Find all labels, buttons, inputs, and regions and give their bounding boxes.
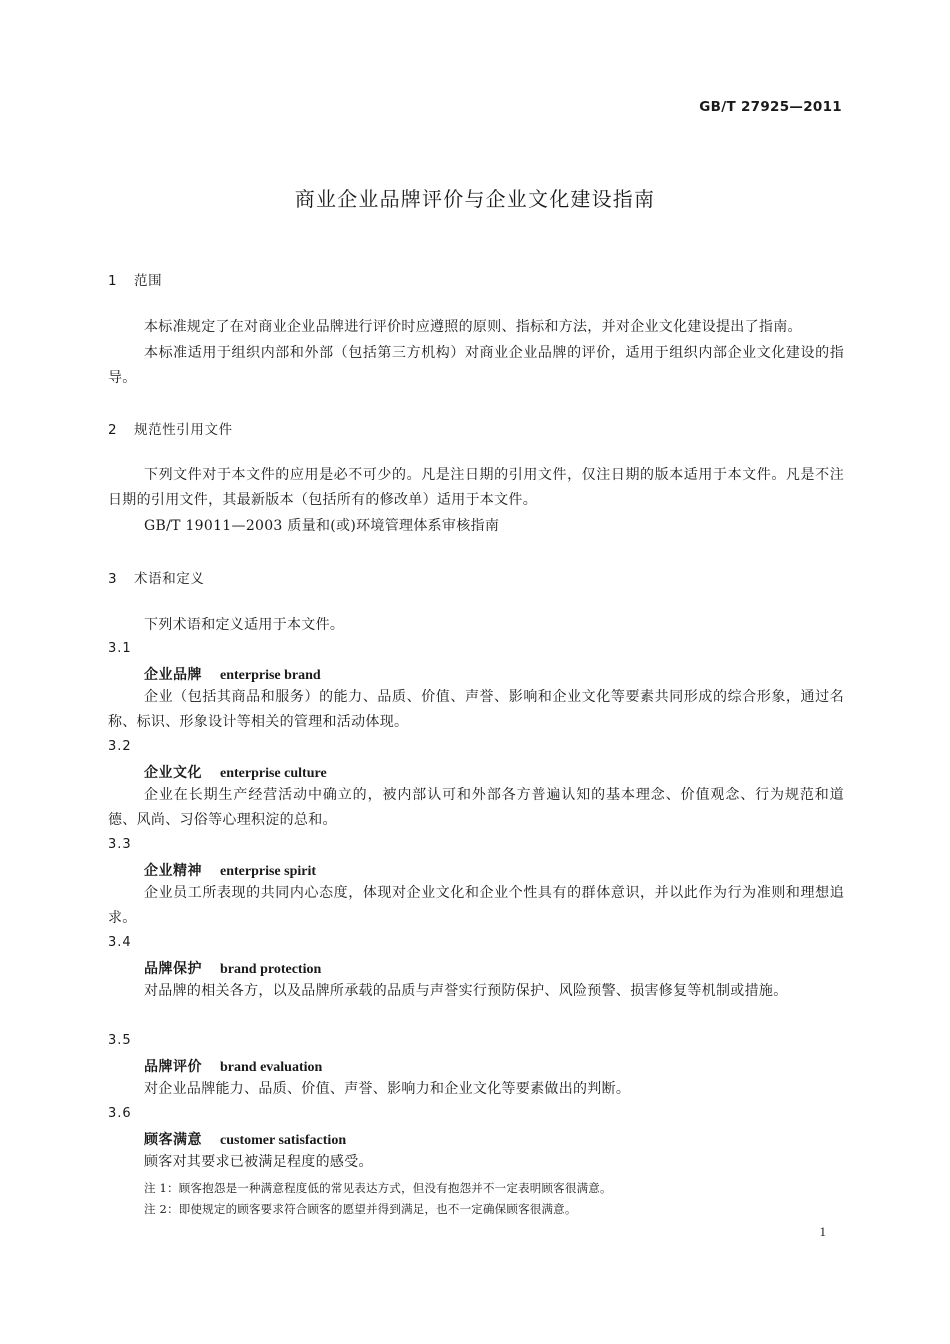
- term-zh: 企业精神: [144, 863, 202, 879]
- section-title: 术语和定义: [134, 571, 205, 587]
- term-heading: [144, 1056, 322, 1076]
- term-zh: 品牌保护: [144, 961, 202, 977]
- standard-code: GB/T 27925—2011: [699, 99, 842, 115]
- paragraph: 本标准规定了在对商业企业品牌进行评价时应遵照的原则、指标和方法，并对企业文化建设提出了指南。: [144, 319, 802, 335]
- document-title: 商业企业品牌评价与企业文化建设指南: [294, 187, 656, 211]
- clause-number: 3.6: [108, 1106, 132, 1121]
- paragraph: 下列术语和定义适用于本文件。: [144, 617, 345, 633]
- clause-number: 3.3: [108, 837, 132, 852]
- section-heading-scope: [108, 269, 162, 289]
- term-en: enterprise spirit: [220, 864, 317, 879]
- term-en: brand evaluation: [220, 1060, 323, 1075]
- term-heading: [144, 958, 321, 978]
- term-en: enterprise culture: [220, 766, 327, 781]
- clause-number: 3.1: [108, 641, 132, 656]
- term-heading: [144, 762, 327, 782]
- term-definition: 企业在长期生产经营活动中确立的，被内部认可和外部各方普遍认知的基本理念、价值观念、行为规范和道德、风尚、习俗等心理积淀的总和。: [108, 787, 844, 828]
- clause-number: 3.4: [108, 935, 132, 950]
- term-zh: 企业文化: [144, 765, 202, 781]
- term-zh: 品牌评价: [144, 1059, 202, 1075]
- note: 注 1：顾客抱怨是一种满意程度低的常见表达方式，但没有抱怨并不一定表明顾客很满意。: [144, 1181, 612, 1195]
- term-heading: [144, 664, 321, 684]
- term-zh: 顾客满意: [144, 1132, 202, 1148]
- section-number: 2: [108, 422, 118, 438]
- note: 注 2：即使规定的顾客要求符合顾客的愿望并得到满足，也不一定确保顾客很满意。: [144, 1202, 577, 1216]
- clause-number: 3.2: [108, 739, 132, 754]
- term-definition: 对企业品牌能力、品质、价值、声誉、影响力和企业文化等要素做出的判断。: [144, 1081, 631, 1097]
- term-heading: [144, 860, 316, 880]
- term-definition: 企业员工所表现的共同内心态度，体现对企业文化和企业个性具有的群体意识，并以此作为行为准则和理想追求。: [108, 885, 844, 926]
- section-number: 3: [108, 571, 118, 587]
- term-zh: 企业品牌: [144, 667, 202, 683]
- section-title: 范围: [134, 273, 163, 289]
- clause-number: 3.5: [108, 1033, 132, 1048]
- term-definition: 顾客对其要求已被满足程度的感受。: [144, 1154, 373, 1170]
- term-definition: 企业（包括其商品和服务）的能力、品质、价值、声誉、影响和企业文化等要素共同形成的综合形象，通过名称、标识、形象设计等相关的管理和活动体现。: [108, 689, 844, 730]
- section-title: 规范性引用文件: [134, 422, 233, 438]
- section-heading-terms: [108, 567, 205, 587]
- paragraph: 本标准适用于组织内部和外部（包括第三方机构）对商业企业品牌的评价，适用于组织内部企业文化建设的指导。: [108, 345, 844, 386]
- term-en: brand protection: [220, 962, 322, 977]
- page-number: 1: [819, 1224, 826, 1239]
- section-heading-normative-references: [108, 418, 233, 438]
- reference-entry: GB/T 19011—2003 质量和(或)环境管理体系审核指南: [144, 518, 500, 534]
- section-number: 1: [108, 273, 118, 289]
- term-en: customer satisfaction: [220, 1133, 347, 1148]
- paragraph: 下列文件对于本文件的应用是必不可少的。凡是注日期的引用文件，仅注日期的版本适用于本文件。凡是不注日期的引用文件，其最新版本（包括所有的修改单）适用于本文件。: [108, 467, 844, 508]
- term-heading: [144, 1129, 346, 1149]
- term-en: enterprise brand: [220, 668, 321, 683]
- term-definition: 对品牌的相关各方，以及品牌所承载的品质与声誉实行预防保护、风险预警、损害修复等机制或措施。: [144, 983, 788, 999]
